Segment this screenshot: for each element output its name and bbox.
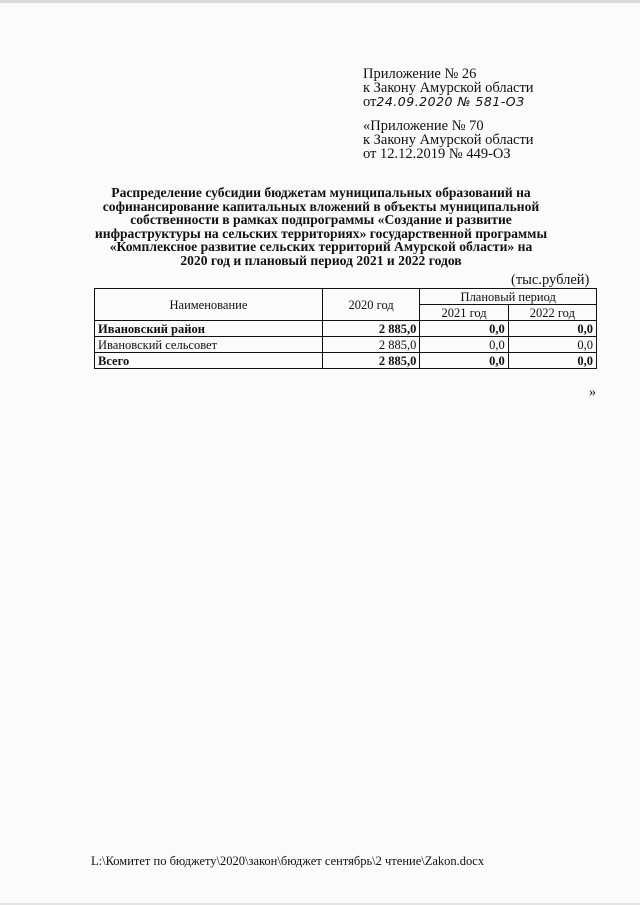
title-line-1: Распределение субсидии бюджетам муниципальных образований на — [111, 185, 531, 200]
row-name: Ивановский район — [95, 321, 323, 337]
appendix-header — [363, 67, 534, 109]
original-appendix-law-reference: к Закону Амурской области — [363, 132, 534, 148]
appendix-date-line — [363, 95, 534, 109]
closing-quote: » — [589, 385, 596, 400]
footer-file-path: L:\Комитет по бюджету\2020\закон\бюджет сентябрь\2 чтение\Zakon.docx — [91, 854, 485, 868]
subsidy-table — [94, 288, 597, 369]
appendix-date-prefix: от — [363, 94, 377, 110]
appendix-law-reference: к Закону Амурской области — [363, 80, 534, 96]
row-2021: 0,0 — [420, 353, 508, 369]
row-2022: 0,0 — [508, 353, 596, 369]
title-line-2: софинансирование капитальных вложений в объекты муниципальной — [102, 198, 540, 214]
header-name: Наименование — [95, 289, 323, 321]
original-appendix-number: «Приложение № 70 — [363, 118, 484, 134]
table-row — [95, 321, 597, 337]
title-line-3: собственности в рамках подпрограммы «Создание и развитие — [130, 212, 512, 227]
header-2021: 2021 год — [420, 305, 508, 321]
scan-edge-top — [0, 0, 640, 3]
original-appendix-date: от 12.12.2019 № 449-ОЗ — [363, 146, 511, 162]
row-2020: 2 885,0 — [322, 337, 420, 353]
title-line-4: инфраструктуры на сельских территориях» государственной программы — [94, 225, 548, 241]
table-row — [95, 337, 597, 353]
row-2022: 0,0 — [508, 337, 596, 353]
title-line-6: 2020 год и плановый период 2021 и 2022 годов — [180, 252, 462, 268]
row-name: Ивановский сельсовет — [95, 337, 323, 353]
row-2020: 2 885,0 — [322, 353, 420, 369]
units-label: (тыс.рублей) — [511, 272, 590, 288]
header-planned-period: Плановый период — [420, 289, 597, 305]
handwritten-date-number: 24.09.2020 № 581-ОЗ — [376, 94, 525, 109]
header-2022: 2022 год — [508, 305, 596, 321]
header-2020: 2020 год — [322, 289, 420, 321]
appendix-number: Приложение № 26 — [363, 66, 477, 82]
row-2021: 0,0 — [420, 321, 508, 337]
row-2020: 2 885,0 — [322, 321, 420, 337]
title-line-5: «Комплексное развитие сельских территорий Амурской области» на — [109, 239, 533, 254]
original-appendix-header — [363, 119, 534, 161]
row-2021: 0,0 — [420, 337, 508, 353]
table-header-row — [95, 289, 597, 305]
document-title — [88, 186, 554, 267]
row-2022: 0,0 — [508, 321, 596, 337]
row-name: Всего — [95, 353, 323, 369]
table-total-row — [95, 353, 597, 369]
